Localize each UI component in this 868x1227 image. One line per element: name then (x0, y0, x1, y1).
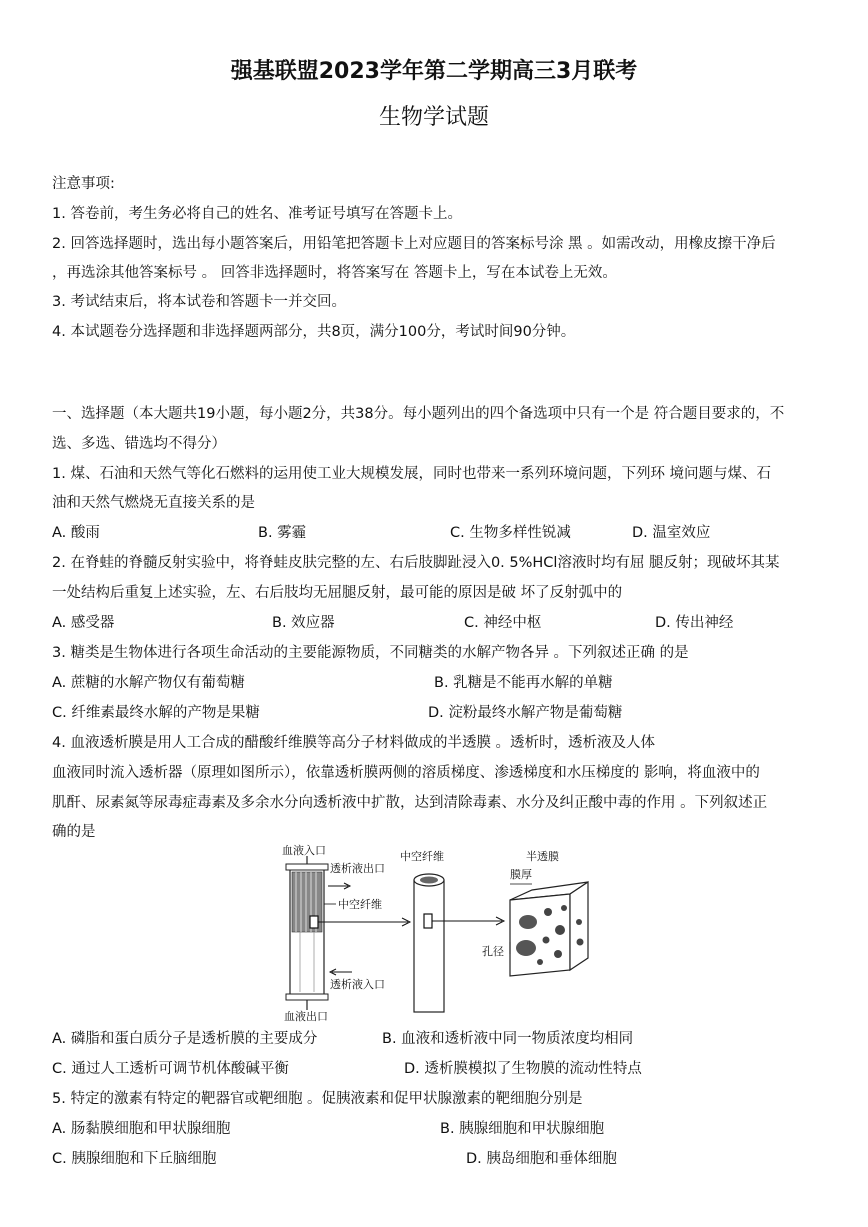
label-hollow-fiber: 中空纤维 (338, 898, 382, 911)
q2-option-a: A. 感受器 (52, 615, 115, 631)
q2-option-d: D. 传出神经 (655, 615, 734, 631)
membrane-block (510, 882, 588, 976)
q3-option-c: C. 纤维素最终水解的产物是果糖 (52, 705, 260, 721)
exam-subtitle: 生物学试题 (378, 105, 489, 130)
q4-option-d: D. 透析膜模拟了生物膜的流动性特点 (404, 1061, 642, 1077)
label-dialysate-inlet: 透析液入口 (330, 978, 385, 991)
notice-item: 2. 回答选择题时，选出每小题答案后，用铅笔把答题卡上对应题目的答案标号涂 黑 。如需改动，用橡皮擦干净后 (52, 236, 776, 252)
question-4-stem: 肌酐、尿素氮等尿毒症毒素及多余水分向透析液中扩散，达到清除毒素、水分及纠正酸中毒的作用 。下列叙述正 (52, 795, 768, 811)
notice-item: 3. 考试结束后，将本试卷和答题卡一并交回。 (52, 294, 346, 310)
q5-option-a: A. 肠黏膜细胞和甲状腺细胞 (52, 1121, 231, 1137)
hollow-fiber-tube (414, 874, 444, 1012)
question-4-stem: 血液同时流入透析器（原理如图所示），依靠透析膜两侧的溶质梯度、渗透梯度和水压梯度的 影响，将血液中的 (52, 765, 760, 781)
question-3-stem: 3. 糖类是生物体进行各项生命活动的主要能源物质，不同糖类的水解产物各异 。下列叙述正确 的是 (52, 645, 689, 661)
question-2-stem: 一处结构后重复上述实验，左、右后肢均无屈腿反射，最可能的原因是破 坏了反射弧中的 (52, 585, 623, 601)
q1-option-d: D. 温室效应 (632, 525, 711, 541)
q2-option-c: C. 神经中枢 (464, 615, 542, 631)
question-1-stem: 油和天然气燃烧无直接关系的是 (52, 495, 255, 511)
q4-option-b: B. 血液和透析液中同一物质浓度均相同 (382, 1031, 634, 1047)
question-4-stem: 确的是 (52, 824, 96, 840)
question-2-stem: 2. 在脊蛙的脊髓反射实验中，将脊蛙皮肤完整的左、右后肢脚趾浸入0. 5%HCl溶液时均有屈 腿反射；现破坏其某 (52, 555, 780, 571)
label-membrane-thickness: 膜厚 (510, 868, 532, 881)
q3-option-a: A. 蔗糖的水解产物仅有葡萄糖 (52, 675, 245, 691)
section-heading: 选、多选、错选均不得分） (52, 436, 226, 452)
q4-option-a: A. 磷脂和蛋白质分子是透析膜的主要成分 (52, 1031, 318, 1047)
dialyzer-figure (270, 842, 610, 1022)
q5-option-b: B. 胰腺细胞和甲状腺细胞 (440, 1121, 605, 1137)
label-blood-inlet: 血液入口 (282, 844, 326, 857)
q3-option-d: D. 淀粉最终水解产物是葡萄糖 (428, 705, 623, 721)
question-1-stem: 1. 煤、石油和天然气等化石燃料的运用使工业大规模发展，同时也带来一系列环境问题，下列环 境问题与煤、石 (52, 466, 772, 482)
label-blood-outlet: 血液出口 (284, 1010, 328, 1022)
q1-option-c: C. 生物多样性锐减 (450, 525, 571, 541)
q1-option-a: A. 酸雨 (52, 525, 100, 541)
label-semipermeable-membrane: 半透膜 (526, 850, 559, 863)
dialyzer-cylinder (286, 856, 328, 1010)
section-heading: 一、选择题（本大题共19小题，每小题2分，共38分。每小题列出的四个备选项中只有一个是 符合题目要求的，不 (52, 406, 785, 422)
q5-option-c: C. 胰腺细胞和下丘脑细胞 (52, 1151, 217, 1167)
label-dialysate-outlet: 透析液出口 (330, 862, 385, 875)
q3-option-b: B. 乳糖是不能再水解的单糖 (434, 675, 613, 691)
notice-item: 1. 答卷前，考生务必将自己的姓名、准考证号填写在答题卡上。 (52, 206, 462, 222)
question-5-stem: 5. 特定的激素有特定的靶器官或靶细胞 。促胰液素和促甲状腺激素的靶细胞分别是 (52, 1091, 583, 1107)
q5-option-d: D. 胰岛细胞和垂体细胞 (466, 1151, 617, 1167)
notice-heading: 注意事项: (52, 176, 115, 192)
notice-item: 4. 本试题卷分选择题和非选择题两部分，共8页，满分100分，考试时间90分钟。 (52, 324, 576, 340)
label-pore-size: 孔径 (482, 945, 504, 958)
q4-option-c: C. 通过人工透析可调节机体酸碱平衡 (52, 1061, 289, 1077)
notice-item: ，再选涂其他答案标号 。 回答非选择题时，将答案写在 答题卡上，写在本试卷上无效。 (52, 265, 617, 281)
q2-option-b: B. 效应器 (272, 615, 335, 631)
question-4-stem: 4. 血液透析膜是用人工合成的醋酸纤维膜等高分子材料做成的半透膜 。透析时，透析液及人体 (52, 735, 656, 751)
q1-option-b: B. 雾霾 (258, 525, 307, 541)
label-hollow-fiber-top: 中空纤维 (400, 850, 444, 863)
exam-title: 强基联盟2023学年第二学期高三3月联考 (230, 59, 638, 84)
